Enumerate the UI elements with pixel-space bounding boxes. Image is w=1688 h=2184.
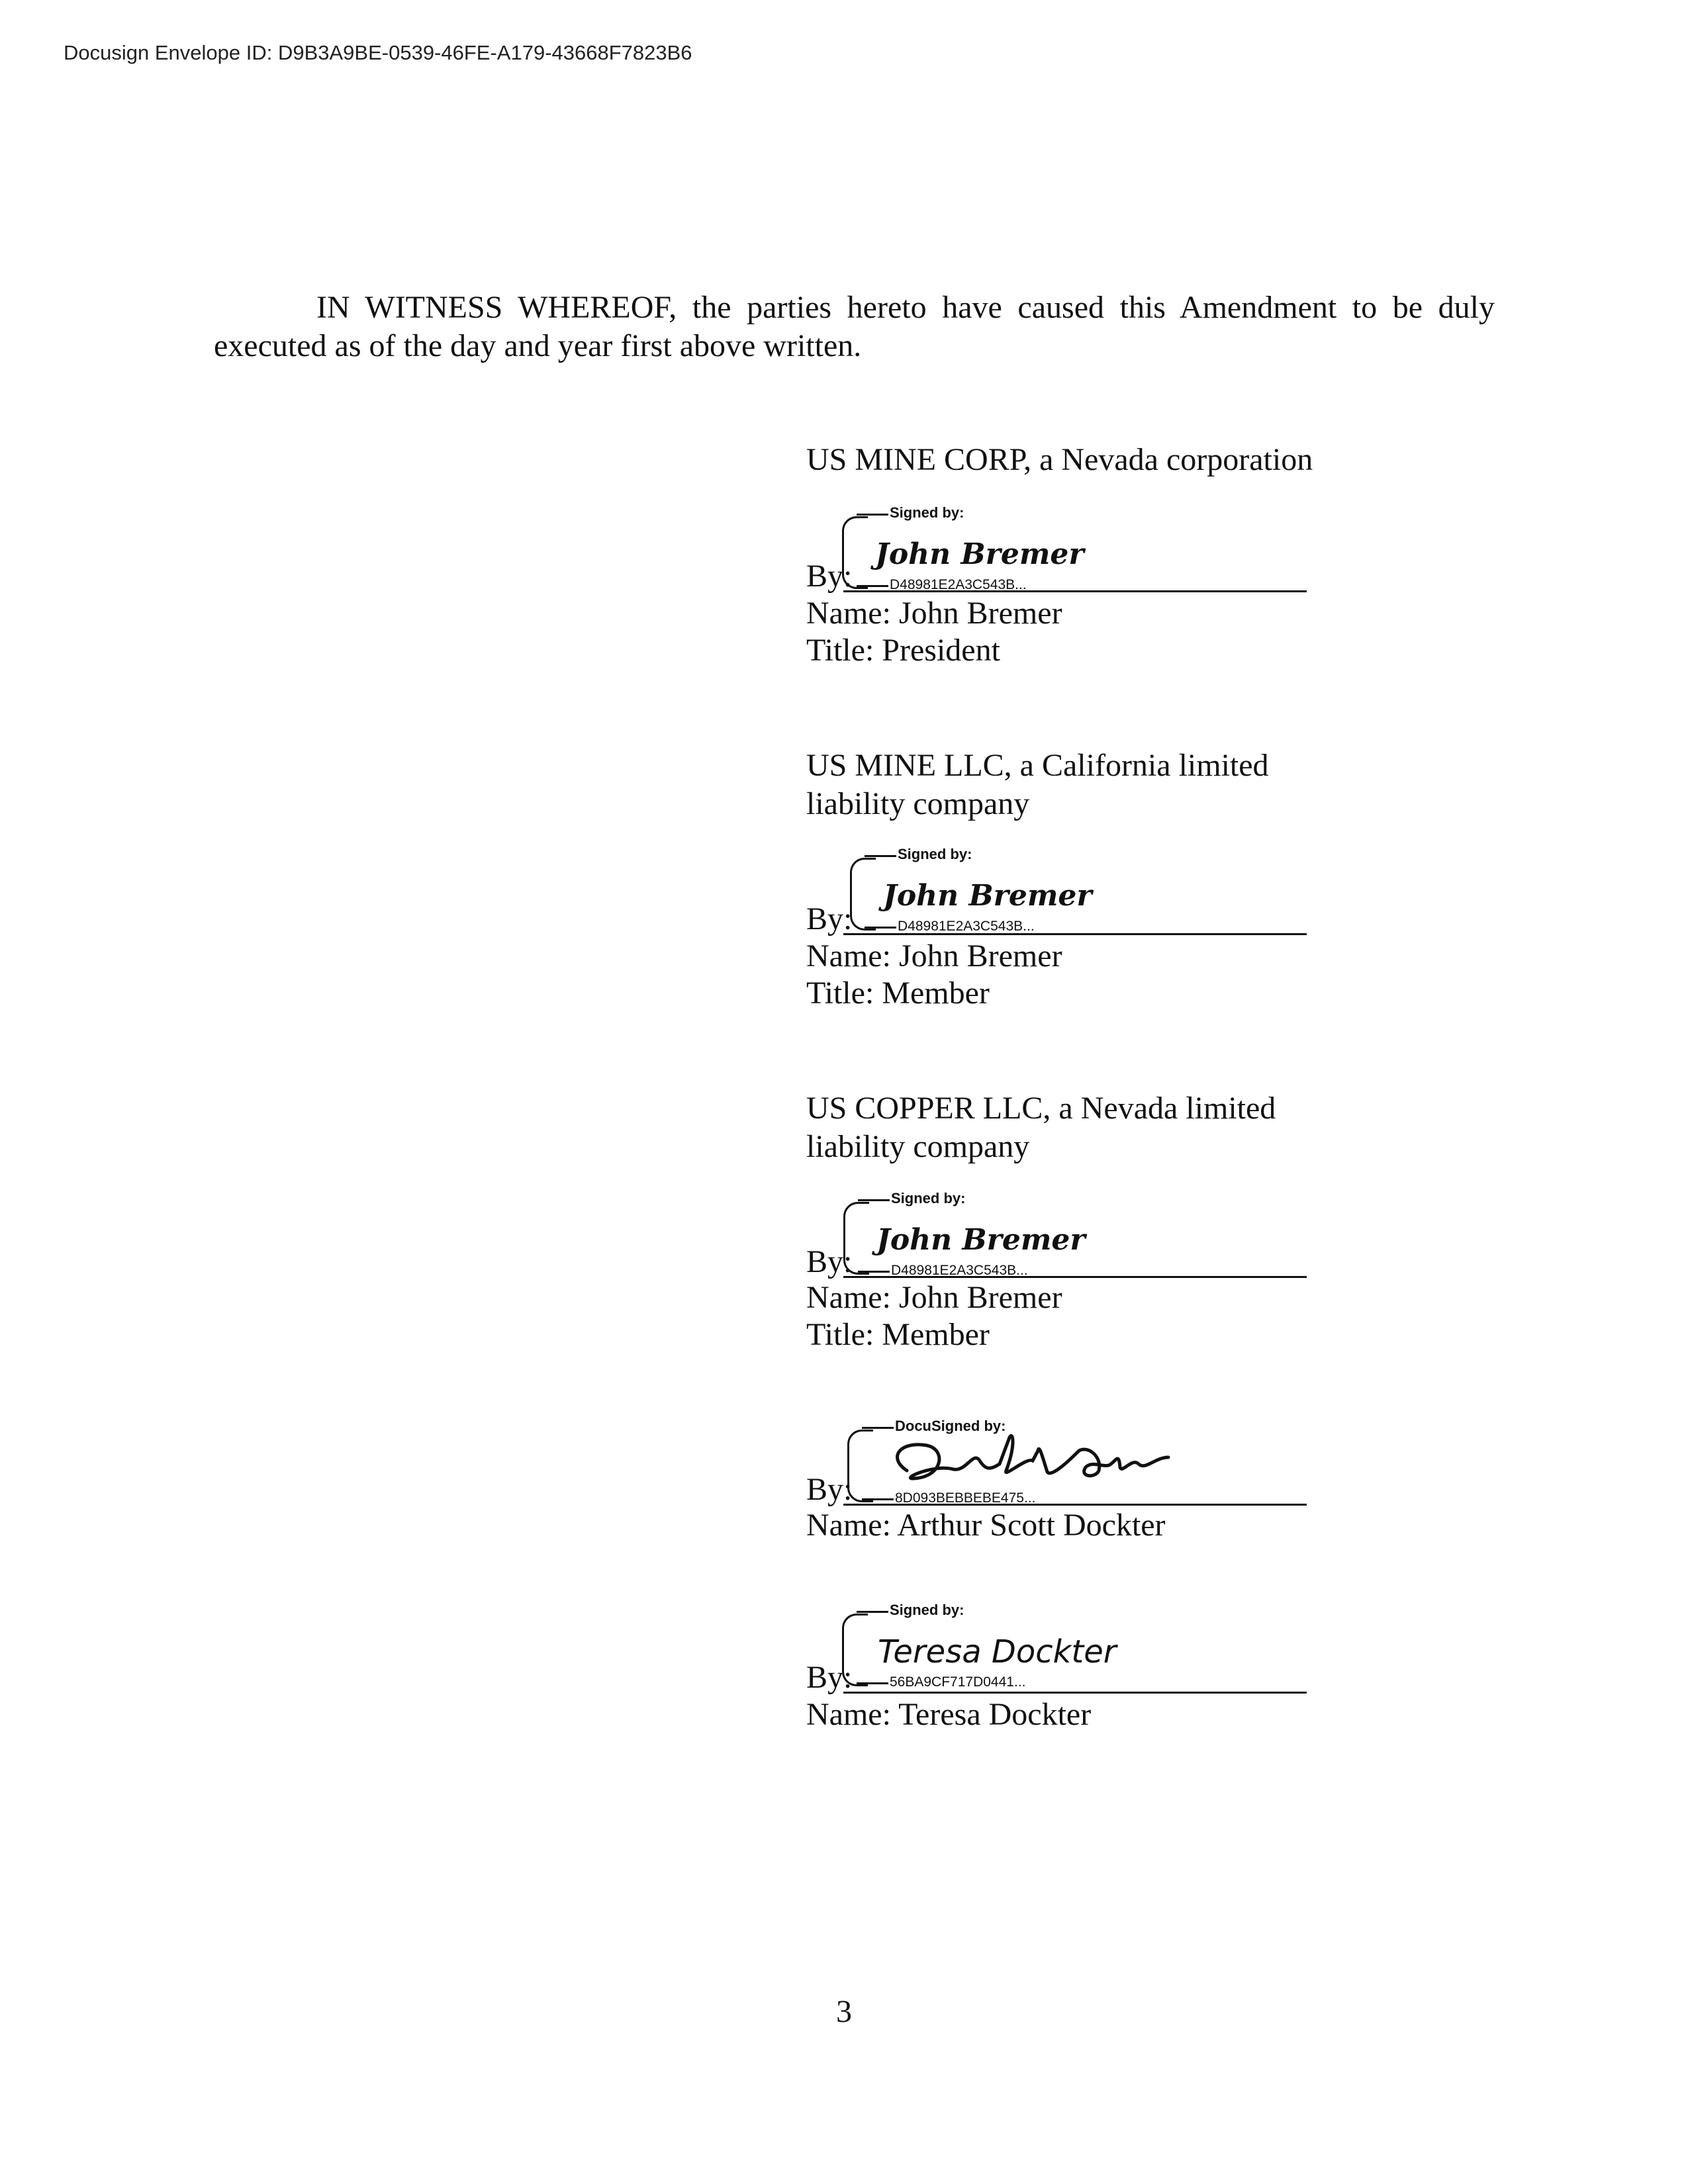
entity-line: US COPPER LLC, a Nevada limited xyxy=(806,1091,1276,1126)
svg-text:John Bremer: John Bremer xyxy=(883,879,1092,913)
signed-by-label: Signed by: xyxy=(898,846,972,862)
page-number: 3 xyxy=(836,1994,852,2029)
signature-block-4 xyxy=(847,1418,1311,1510)
signature-hash: D48981E2A3C543B... xyxy=(898,919,1035,934)
signature-hash: D48981E2A3C543B... xyxy=(891,1263,1028,1278)
signature-hash: 8D093BEBBEBE475... xyxy=(895,1490,1036,1506)
signer-name: Name: Teresa Dockter xyxy=(806,1697,1092,1732)
entity-line: liability company xyxy=(806,1129,1030,1164)
entity-us-copper-llc xyxy=(806,1089,1402,1166)
signature-image xyxy=(870,1210,1267,1263)
signer-title: Title: Member xyxy=(806,1317,990,1352)
signature-hash: 56BA9CF717D0441... xyxy=(890,1674,1026,1690)
signature-hash: D48981E2A3C543B... xyxy=(890,577,1027,592)
entity-line: liability company xyxy=(806,786,1030,821)
signature-block-5 xyxy=(842,1602,1305,1694)
signature-line xyxy=(843,1692,1307,1694)
by-label: By: xyxy=(806,1244,853,1279)
envelope-id: Docusign Envelope ID: D9B3A9BE-0539-46FE-A179-43668F7823B6 xyxy=(64,41,692,64)
by-label: By: xyxy=(806,901,853,936)
svg-text:John Bremer: John Bremer xyxy=(875,537,1084,571)
entity-line: US MINE LLC, a California limited xyxy=(806,748,1269,783)
signed-by-label: Signed by: xyxy=(891,1190,966,1206)
signature-line xyxy=(843,1276,1307,1278)
witness-line-2: executed as of the day and year first above written. xyxy=(214,328,862,363)
signature-image xyxy=(876,866,1274,919)
signer-name: Name: John Bremer xyxy=(806,1280,1062,1315)
signature-block-2 xyxy=(850,846,1313,938)
signer-name: Name: John Bremer xyxy=(806,938,1062,974)
signer-title: Title: Member xyxy=(806,976,990,1011)
entity-line: US MINE CORP, a Nevada corporation xyxy=(806,442,1313,477)
signature-image xyxy=(868,1621,1266,1674)
signature-line xyxy=(843,590,1307,592)
signature-image xyxy=(868,524,1266,577)
signed-by-label: Signed by: xyxy=(890,1602,964,1618)
svg-text:Teresa Dockter: Teresa Dockter xyxy=(878,1633,1117,1670)
svg-text:John Bremer: John Bremer xyxy=(876,1223,1086,1257)
signature-line xyxy=(843,1504,1307,1506)
signer-name: Name: John Bremer xyxy=(806,596,1062,631)
signature-block-3 xyxy=(843,1190,1307,1283)
signer-name: Name: Arthur Scott Dockter xyxy=(806,1508,1166,1543)
signer-title: Title: President xyxy=(806,633,1000,668)
signature-block-1 xyxy=(842,504,1305,597)
docusigned-by-label: DocuSigned by: xyxy=(895,1418,1006,1434)
by-label: By: xyxy=(806,559,853,594)
by-label: By: xyxy=(806,1472,853,1507)
signature-line xyxy=(843,933,1307,935)
witness-paragraph xyxy=(214,289,1495,365)
witness-line-1: IN WITNESS WHEREOF, the parties hereto have caused this Amendment to be duly xyxy=(316,290,1495,325)
entity-us-mine-llc xyxy=(806,747,1402,823)
signed-by-label: Signed by: xyxy=(890,504,964,521)
entity-us-mine-corp xyxy=(806,441,1402,479)
by-label: By: xyxy=(806,1660,853,1695)
signature-image xyxy=(874,1431,1271,1497)
